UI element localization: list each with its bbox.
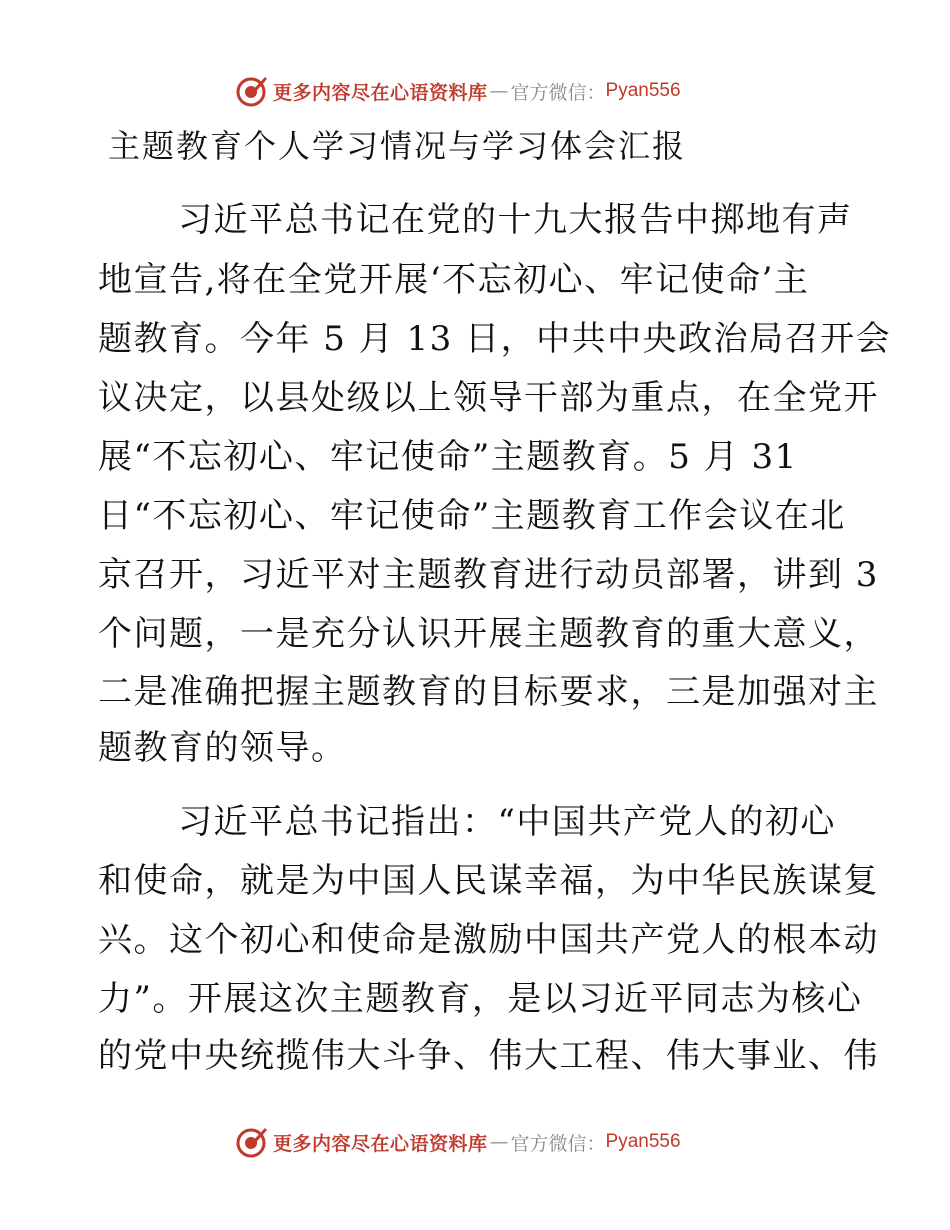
paragraph-line: 题教育。今年 5 月 13 日，中共中央政治局召开会 — [98, 319, 892, 359]
paragraph-line: 习近平总书记在党的十九大报告中掷地有声 — [178, 200, 853, 240]
watermark-text: 更多内容尽在心语资料库 — [273, 1132, 488, 1155]
paragraph-line: 题教育的领导。 — [98, 728, 347, 768]
paragraph-line: 展“不忘初心、牢记使命”主题教育。5 月 31 — [98, 437, 798, 477]
paragraph-line: 兴。这个初心和使命是激励中国共产党人的根本动 — [98, 920, 879, 960]
paragraph-line: 个问题，一是充分认识开展主题教育的重大意义， — [98, 614, 879, 654]
watermark-dash: — — [489, 80, 509, 102]
watermark-dash: — — [489, 1131, 509, 1153]
document-title: 主题教育个人学习情况与学习体会汇报 — [108, 127, 687, 165]
paragraph-line: 地宣告,将在全党开展‘不忘初心、牢记使命’主 — [98, 260, 810, 300]
quill-logo-icon — [235, 1125, 269, 1159]
watermark-account-id: Pyan556 — [605, 1131, 681, 1152]
paragraph-line: 议决定，以县处级以上领导干部为重点，在全党开 — [98, 378, 879, 418]
paragraph-line: 京召开，习近平对主题教育进行动员部署，讲到 3 — [98, 555, 879, 595]
watermark-header — [235, 74, 681, 108]
quill-logo-icon — [235, 74, 269, 108]
watermark-footer — [235, 1125, 681, 1159]
watermark-account-id: Pyan556 — [605, 80, 681, 101]
watermark-text: 更多内容尽在心语资料库 — [273, 81, 488, 104]
paragraph-line: 日“不忘初心、牢记使命”主题教育工作会议在北 — [98, 496, 846, 536]
paragraph-line: 习近平总书记指出：“中国共产党人的初心 — [178, 802, 836, 842]
paragraph-line: 的党中央统揽伟大斗争、伟大工程、伟大事业、伟 — [98, 1036, 879, 1076]
paragraph-line: 和使命，就是为中国人民谋幸福，为中华民族谋复 — [98, 861, 879, 901]
watermark-account-label: 官方微信： — [510, 1132, 606, 1155]
paragraph-line: 二是准确把握主题教育的目标要求，三是加强对主 — [98, 672, 879, 712]
paragraph-line: 力”。开展这次主题教育，是以习近平同志为核心 — [98, 979, 863, 1019]
watermark-account-label: 官方微信： — [510, 81, 606, 104]
